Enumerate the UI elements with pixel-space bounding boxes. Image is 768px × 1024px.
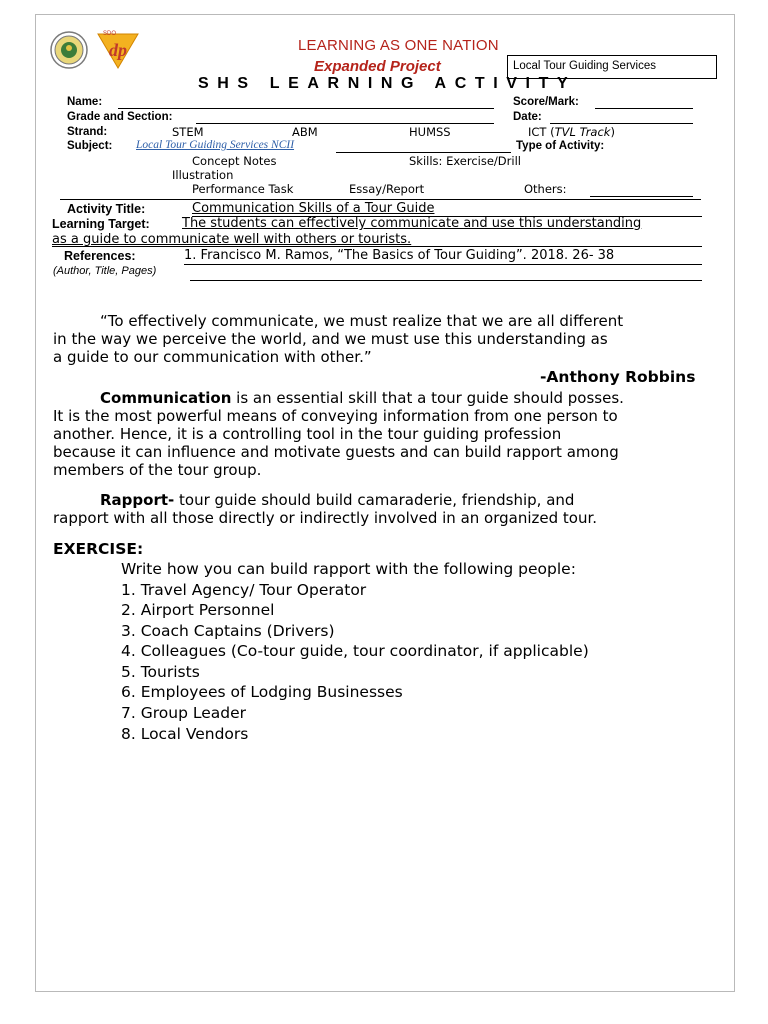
others-field[interactable] bbox=[590, 196, 693, 197]
references-value: 1. Francisco M. Ramos, “The Basics of Tour Guiding”. 2018. 26- 38 bbox=[184, 248, 615, 263]
list-item: 2. Airport Personnel bbox=[121, 601, 275, 619]
learning-target-underline bbox=[52, 246, 702, 247]
list-item: 1. Travel Agency/ Tour Operator bbox=[121, 581, 367, 599]
strand-abm-option[interactable]: ABM bbox=[292, 125, 318, 139]
svg-text:dp: dp bbox=[109, 40, 127, 60]
type-concept-notes-option[interactable]: Concept Notes bbox=[192, 154, 277, 168]
references-underline-2 bbox=[190, 280, 702, 281]
communication-line-5: members of the tour group. bbox=[53, 461, 262, 479]
score-label: Score/Mark: bbox=[513, 96, 579, 108]
date-label: Date: bbox=[513, 111, 542, 123]
strand-label: Strand: bbox=[67, 126, 108, 138]
type-illustration-option[interactable]: Illustration bbox=[172, 168, 234, 182]
project-label: Expanded Project bbox=[314, 58, 441, 75]
form-divider bbox=[60, 199, 701, 200]
list-item: 7. Group Leader bbox=[121, 704, 246, 722]
subject-value: Local Tour Guiding Services NCII bbox=[136, 139, 295, 151]
learning-target-line1: The students can effectively communicate and use this understanding bbox=[182, 216, 642, 231]
exercise-heading: EXERCISE: bbox=[53, 540, 144, 558]
type-performance-task-option[interactable]: Performance Task bbox=[192, 182, 294, 196]
list-item: 3. Coach Captains (Drivers) bbox=[121, 622, 335, 640]
subject-underline bbox=[336, 152, 511, 153]
subject-box-text: Local Tour Guiding Services bbox=[513, 60, 656, 72]
quote-block bbox=[53, 312, 716, 366]
activity-heading: SHS LEARNING ACTIVITY bbox=[198, 75, 577, 92]
division-logo bbox=[92, 26, 144, 70]
grade-section-field[interactable] bbox=[196, 123, 494, 124]
list-item: 6. Employees of Lodging Businesses bbox=[121, 683, 403, 701]
quote-line-1: “To effectively communicate, we must realize that we are all different bbox=[100, 312, 624, 330]
learning-target-label: Learning Target: bbox=[52, 217, 150, 231]
list-item: 8. Local Vendors bbox=[121, 725, 249, 743]
quote-line-3: a guide to our communication with other.” bbox=[53, 348, 372, 366]
activity-title-value: Communication Skills of a Tour Guide bbox=[192, 201, 435, 216]
ict-track-text: TVL Track bbox=[554, 125, 611, 139]
strand-stem-option[interactable]: STEM bbox=[172, 125, 204, 139]
name-field[interactable] bbox=[118, 108, 494, 109]
type-others-option[interactable]: Others: bbox=[524, 182, 567, 196]
org-title: LEARNING AS ONE NATION bbox=[298, 37, 499, 54]
rapport-term: Rapport- bbox=[100, 491, 175, 509]
strand-ict-option[interactable]: ICT (TVL Track) bbox=[528, 125, 615, 139]
quote-line-2: in the way we perceive the world, and we must use this understanding as bbox=[53, 330, 608, 348]
references-label: References: bbox=[64, 249, 136, 263]
list-item: 5. Tourists bbox=[121, 663, 200, 681]
references-note: (Author, Title, Pages) bbox=[53, 265, 157, 277]
communication-paragraph: Communication is an essential skill that a tour guide should posses. It is the most powerful means of conveying information from one person to another. Hence, it is a controlling tool in the tour guiding profession because it can influence and motivate guests and can build rapport among members of the tour group. bbox=[53, 389, 716, 479]
rapport-line-2: rapport with all those directly or indirectly involved in an organized tour. bbox=[53, 509, 598, 527]
type-essay-report-option[interactable]: Essay/Report bbox=[349, 182, 425, 196]
communication-line-2: It is the most powerful means of conveying information from one person to bbox=[53, 407, 618, 425]
type-of-activity-label: Type of Activity: bbox=[516, 140, 605, 152]
rapport-paragraph: Rapport- tour guide should build camaraderie, friendship, and rapport with all those directly or indirectly involved in an organized tour. bbox=[53, 491, 716, 527]
learning-target-line2: as a guide to communicate well with others or tourists. bbox=[52, 232, 412, 247]
exercise-instruction: Write how you can build rapport with the following people: bbox=[121, 560, 576, 578]
activity-title-label: Activity Title: bbox=[67, 202, 146, 216]
communication-term: Communication bbox=[100, 389, 232, 407]
subject-label: Subject: bbox=[67, 140, 113, 152]
type-skills-option[interactable]: Skills: Exercise/Drill bbox=[409, 154, 521, 168]
strand-humss-option[interactable]: HUMSS bbox=[409, 125, 451, 139]
subject-box bbox=[507, 55, 717, 79]
score-field[interactable] bbox=[595, 108, 693, 109]
name-label: Name: bbox=[67, 96, 103, 108]
communication-line-4: because it can influence and motivate guests and can build rapport among bbox=[53, 443, 619, 461]
grade-section-label: Grade and Section: bbox=[67, 111, 173, 123]
svg-text:SDO: SDO bbox=[103, 31, 117, 37]
quote-author: -Anthony Robbins bbox=[540, 368, 696, 386]
references-underline bbox=[184, 264, 702, 265]
date-field[interactable] bbox=[550, 123, 693, 124]
communication-line-3: another. Hence, it is a controlling tool in the tour guiding profession bbox=[53, 425, 562, 443]
deped-seal-logo bbox=[48, 30, 90, 70]
list-item: 4. Colleagues (Co-tour guide, tour coordinator, if applicable) bbox=[121, 642, 589, 660]
